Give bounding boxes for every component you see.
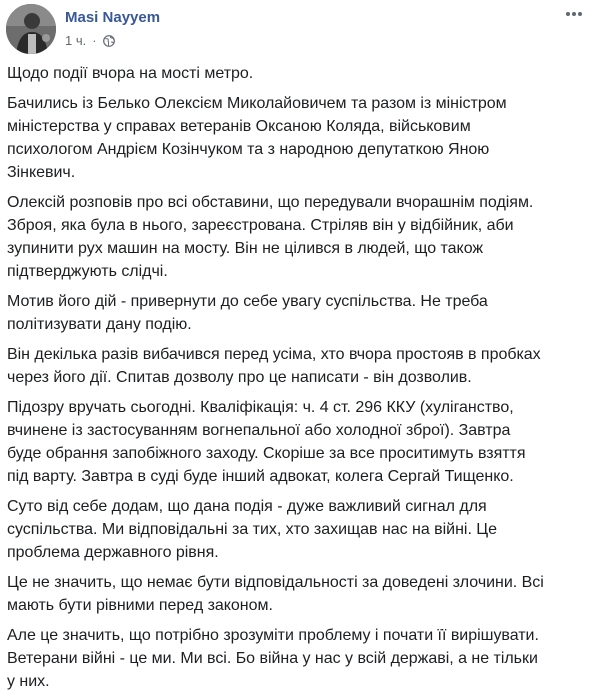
post-paragraph: Мотив його дій - привернути до себе увагу суспільства. Не треба політизувати дану подію. xyxy=(7,293,488,333)
post-timestamp-link[interactable]: 1 ч. xyxy=(65,33,87,48)
post-paragraph: Щодо події вчора на мості метро. xyxy=(7,65,254,82)
avatar-image xyxy=(6,4,56,54)
meta-separator: · xyxy=(92,33,97,48)
post-paragraph: Суто від себе додам, що дана подія - дуже важливий сигнал для суспільства. Ми відповідальні за тих, хто захищав нас на війні. Це проблема державного рівня. xyxy=(7,498,497,561)
post-paragraph: Це не значить, що немає бути відповідальності за доведені злочини. Всі мають бути рівними перед законом. xyxy=(7,574,544,614)
more-horizontal-icon[interactable] xyxy=(564,6,584,22)
post-paragraph: Підозру вручать сьогодні. Кваліфікація: ч. 4 ст. 296 ККУ (хуліганство, вчинене із застосуванням вогнепальної або холодної зброї). Завтра буде обрання запобіжного заходу. Скоріше за все проситимуть взяття під варту. Завтра в суді буде інший адвокат, колега Сергай Тищенко. xyxy=(7,399,526,485)
post-body xyxy=(7,62,585,700)
author-avatar[interactable] xyxy=(6,4,56,54)
post-paragraph: Він декілька разів вибачився перед усіма, хто вчора простояв в пробках через його дії. Спитав дозволу про це написати - він дозволив. xyxy=(7,346,541,386)
post-paragraph: Але це значить, що потрібно зрозуміти проблему і почати її вирішувати. Ветерани війні - це ми. Ми всі. Бо війна у нас у всій державі, а не тільки у них. xyxy=(7,627,539,690)
globe-icon[interactable] xyxy=(103,35,115,47)
post-header xyxy=(6,4,586,56)
author-name-link[interactable]: Masi Nayyem xyxy=(65,9,161,26)
post-paragraph: Олексій розповів про всі обставини, що передували вчорашнім подіям. Зброя, яка була в нього, зареєстрована. Стріляв він у відбійник, аби зупинити рух машин на мосту. Він не цілився в людей, що також підтверджують слідчі. xyxy=(7,194,534,280)
post-meta xyxy=(65,33,115,49)
post-paragraph: Бачились із Белько Олексієм Миколайовичем та разом із міністром міністерства у справах ветеранів Оксаною Коляда, військовим психологом Андрієм Козінчуком та з народною депутаткою Яною Зінкевич. xyxy=(7,95,507,181)
